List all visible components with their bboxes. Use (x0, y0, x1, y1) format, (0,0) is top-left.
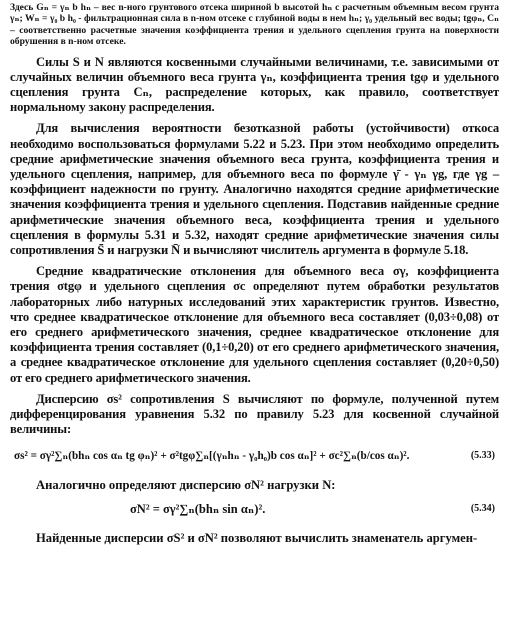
equation-5-33-formula: σs² = σγ²∑ₙ(bhₙ cos αₙ tg φₙ)² + σ²tgφ∑ₙ[(γₙhₙ - γ₀h₀)b cos αₙ]² + σc²∑ₙ(b/cos αₙ)². (14, 449, 410, 462)
equation-5-33 (10, 444, 499, 474)
equation-5-34-formula: σN² = σγ²∑ₙ(bhₙ sin αₙ)². (130, 501, 266, 516)
dispersion-n-line: Аналогично определяют дисперсию σN² нагрузки N: (36, 477, 336, 492)
paragraph-1: Силы S и N являются косвенными случайными величинами, т.е. зависимыми от случайных величин объемного веса грунта γₙ, коэффициента трения tgφ и удельного сцепления грунта Cₙ, распределение которых, как правило, соответствует нормальному закону распределения. (10, 54, 499, 115)
equation-5-34 (10, 497, 499, 523)
equation-5-33-number: (5.33) (470, 449, 495, 461)
equation-5-34-number: (5.34) (470, 502, 495, 514)
final-line: Найденные дисперсии σS² и σN² позволяют вычислить знаменатель аргумен- (36, 530, 478, 545)
paragraph-2: Для вычисления вероятности безотказной работы (устойчивости) откоса необходимо воспользоваться формулами 5.22 и 5.23. При этом необходимо определить средние арифметические значения объемного веса грунта, коэффициента трения и удельного сцепления, например, для объемного веса по формуле γ̄ - γₙ γg, где γg – коэффициент надежности по грунту. Аналогично находятся средние арифметические значения коэффициента трения и удельного сцепления. Подставив найденные средние арифметические значения объемного веса, коэффициента трения и удельного сцепления в формулы 5.31 и 5.32, находят средние арифметические значения силы сопротивления S̄ и нагрузки N̄ и вычисляют числитель аргумента в формуле 5.18. (10, 121, 499, 258)
paragraph-3: Средние квадратические отклонения для объемного веса σγ, коэффициента трения σtgφ и удельного сцепления σc определяют путем обработки результатов лабораторных либо натурных исследований этих характеристик грунтов. Известно, что среднее квадратическое отклонение для объемного веса составляет (0,03÷0,08) от его среднего арифметического значения, среднее квадратическое отклонение для коэффициента трения составляет (0,1÷0,20) от его среднего арифметического значения, а среднее квадратическое отклонение для удельного сцепления составляет (0,20÷0,50) от его среднего арифметического значения. (10, 264, 499, 385)
intro-text: Здесь Gₙ = γₙ b hₙ – вес n-ного грунтового отсека шириной b высотой hₙ с расчетным объемным весом грунта γₙ; Wₙ = γ₀ b h₀ - фильтрационная сила в n-ном отсеке с глубиной воды в нем hₙ; γ₀ удельный вес воды; tgφₙ, Cₙ – соответственно расчетные значения коэффициента трения и удельного сцепления грунта на поверхности обрушения в n-ном отсеке. (10, 2, 499, 48)
paragraph-4: Дисперсию σs² сопротивления S вычисляют по формуле, полученной путем дифференцирования уравнения 5.32 по правилу 5.23 для косвенной случайной величины: (10, 391, 499, 437)
